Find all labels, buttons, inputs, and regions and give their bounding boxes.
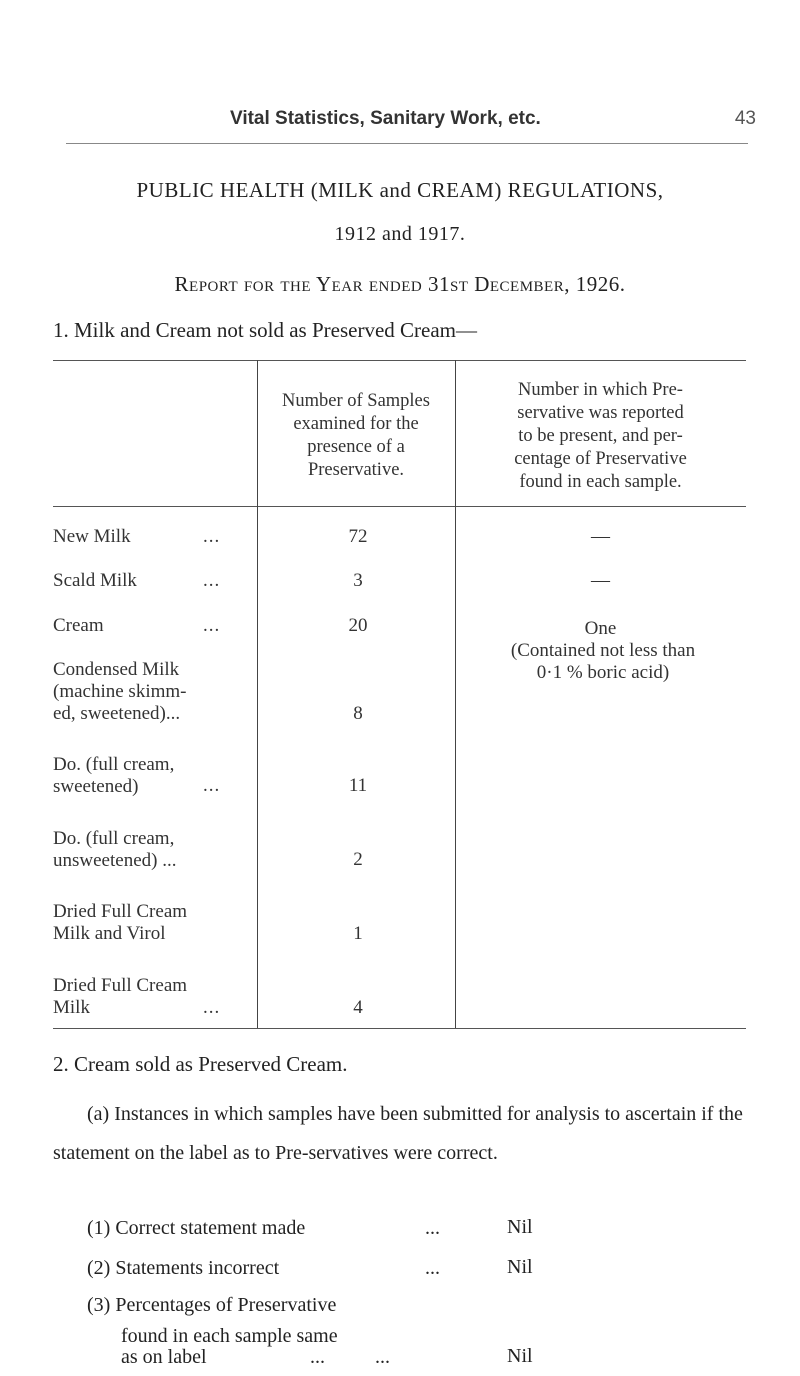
list-item-continued: as on label [121, 1346, 207, 1368]
table-cell-samples: 2 [353, 848, 363, 870]
running-head [0, 108, 800, 138]
paragraph-a: (a) Instances in which samples have been submitted for analysis to ascertain if the statement on the label as to Pre-servatives were correct. [53, 1103, 743, 1164]
table-cell-preservative: One [584, 618, 617, 640]
table-row-label: Scald Milk [53, 570, 137, 592]
table-cell-samples: 8 [353, 702, 363, 724]
table-cell-samples: 3 [353, 570, 363, 592]
table-cell-samples: 4 [353, 996, 363, 1018]
table-row-label: Cream [53, 614, 104, 636]
milk-cream-table [53, 360, 746, 1028]
section-1-title: 1. Milk and Cream not sold as Preserved Cream— [53, 318, 477, 342]
list-item: (3) Percentages of Preservative found in each sample same [87, 1294, 338, 1347]
section-2-title: 2. Cream sold as Preserved Cream. [53, 1052, 348, 1076]
table-row-label: Dried Full Cream Milk and Virol [53, 901, 188, 945]
table-row-label: New Milk [53, 525, 131, 547]
table-row-label-line: Milk [53, 997, 90, 1019]
table-cell-samples: 72 [348, 525, 368, 547]
list-value: Nil [507, 1345, 533, 1367]
table-row-label: Do. (full cream, unsweetened) ... [53, 827, 177, 871]
leader-dots: ... [425, 1257, 440, 1279]
list-value: Nil [507, 1256, 533, 1278]
table-cell-preservative: — [591, 525, 610, 547]
header-rule [66, 143, 748, 144]
leader-dots: ... [203, 614, 221, 636]
leader-dots: ... [203, 996, 221, 1018]
col-header-samples: Number of Samples examined for the presence of a Preservative. [282, 391, 430, 480]
heading-line-2: 1912 and 1917. [334, 223, 466, 245]
leader-dots: ... [203, 774, 221, 796]
report-heading: Report for the Year ended 31st December, 1926. [174, 272, 626, 296]
table-cell-samples: 1 [353, 922, 363, 944]
table-top-rule [53, 360, 746, 361]
table-row-label [53, 975, 187, 1019]
list-value: Nil [507, 1216, 533, 1238]
table-cell-samples: 20 [348, 614, 368, 636]
leader-dots: ... [203, 570, 221, 592]
table-row-label-line: Dried Full Cream [53, 975, 188, 997]
leader-dots: ... [425, 1217, 440, 1239]
list-item: (1) Correct statement made [87, 1217, 306, 1239]
table-cell-preservative: — [591, 570, 610, 592]
leader-dots: ... ... [310, 1346, 390, 1368]
cream-note: (Contained not less than 0·1 % boric acid) [510, 639, 696, 683]
table-row-label: Do. (full cream, sweetened) [53, 753, 175, 797]
table-header-rule [53, 506, 746, 507]
table-cell-samples: 11 [348, 774, 368, 796]
table-row-label: Condensed Milk (machine skimm- ed, sweetened)... [53, 659, 187, 725]
table-bottom-rule [53, 1028, 746, 1029]
col-header-preservative: Number in which Pre- servative was reported to be present, and per- centage of Preservative found in each sample. [514, 380, 687, 492]
page-number: 43 [734, 108, 756, 129]
list-item: (2) Statements incorrect [87, 1257, 280, 1279]
running-title: Vital Statistics, Sanitary Work, etc. [230, 108, 541, 129]
heading-line-1: PUBLIC HEALTH (MILK and CREAM) REGULATIONS, [136, 178, 664, 202]
leader-dots: ... [203, 525, 221, 547]
